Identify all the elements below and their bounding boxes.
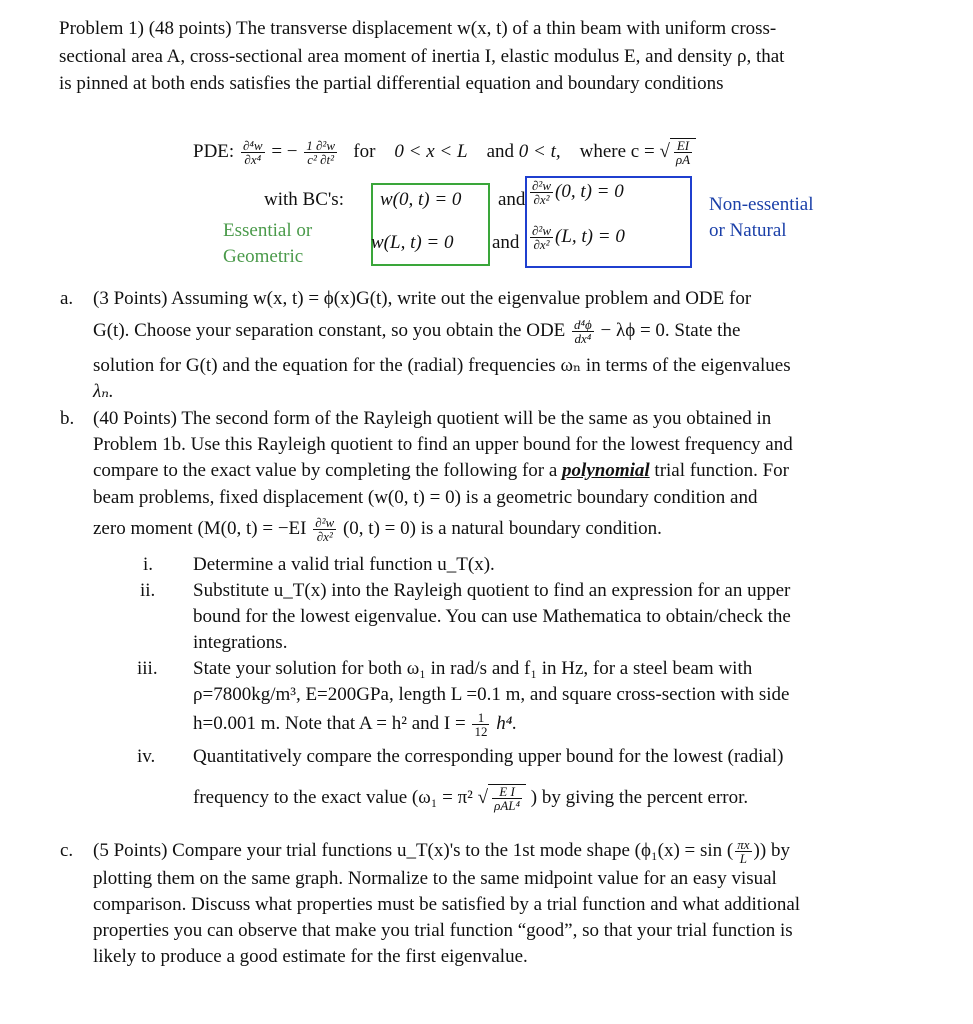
bc-w0: w(0, t) = 0 — [380, 189, 462, 210]
moment-fraction: $\frac{\text{∂²w}}{\text{∂x²}}$ — [315, 515, 335, 545]
part-a-line-1: (3 Points) Assuming w(x, t) = ϕ(x)G(t), write out the eigenvalue problem and ODE for — [93, 288, 752, 309]
item-i-line-1: Determine a valid trial function u_T(x). — [193, 554, 495, 575]
part-b-label: b. — [60, 408, 75, 429]
bc-wL: w(L, t) = 0 — [371, 232, 454, 253]
item-ii-line-1: Substitute u_T(x) into the Rayleigh quotient to find an expression for an upper — [193, 580, 791, 601]
pde-equation — [193, 138, 696, 166]
part-c-line-5: likely to produce a good estimate for the first eigenvalue. — [93, 946, 528, 967]
bc-moment-0: $\frac{\text{∂²w}}{\text{∂x²}}$ (0, t) = 0 — [532, 178, 624, 208]
part-c-line-3: comparison. Discuss what properties must be satisfied by a trial function and what additional — [93, 894, 801, 915]
inertia-fraction: $\frac{1}{12}$ — [474, 710, 488, 740]
item-iv-line-2: frequency to the exact value (ω₁ = π² √ $\frac{\text{E I}}{\text{ρAL⁴}}$ ) by giving the percent error. — [193, 784, 749, 814]
bc-d2-fraction: $\frac{\text{∂²w}}{\text{∂x²}}$ — [532, 178, 551, 208]
item-iii-line-2: ρ=7800kg/m³, E=200GPa, length L =0.1 m, and square cross-section with side — [193, 684, 790, 705]
item-iv-number: iv. — [137, 746, 156, 767]
item-iv-line-1: Quantitatively compare the corresponding upper bound for the lowest (radial) — [193, 746, 784, 767]
part-a-line-3: solution for G(t) and the equation for the (radial) frequencies ωₙ in terms of the eigenvalues — [93, 355, 791, 376]
bc-d2-fraction-L: $\frac{\text{∂²w}}{\text{∂x²}}$ — [532, 223, 551, 253]
intro-line-3: is pinned at both ends satisfies the partial differential equation and boundary conditions — [59, 73, 724, 94]
part-b-line-3: compare to the exact value by completing the following for a polynomial trial function. For — [93, 460, 789, 481]
pde-domain-x: 0 < x < L — [394, 141, 468, 162]
part-b-line-4: beam problems, fixed displacement (w(0, t) = 0) is a geometric boundary condition and — [93, 487, 758, 508]
part-a-line-2: G(t). Choose your separation constant, so you obtain the ODE $\frac{\text{d⁴ϕ}}{\text{dx⁴}}$ − λϕ = 0. State the — [93, 317, 741, 347]
pde-and: and — [486, 141, 514, 162]
part-c-label: c. — [60, 840, 74, 861]
exact-frequency-fraction: $\frac{\text{E I}}{\text{ρAL⁴}}$ — [494, 784, 521, 814]
item-ii-number: ii. — [140, 580, 156, 601]
item-iii-line-3: h=0.001 m. Note that A = h² and I = $\frac{1}{12}$ h⁴. — [193, 710, 518, 740]
part-b-line-1: (40 Points) The second form of the Rayleigh quotient will be the same as you obtained in — [93, 408, 772, 429]
ode-fraction: $\frac{\text{d⁴ϕ}}{\text{dx⁴}}$ — [574, 317, 592, 347]
essential-label-1: Essential or — [223, 220, 313, 241]
part-b-line-5: zero moment (M(0, t) = −EI $\frac{\text{∂²w}}{\text{∂x²}}$ (0, t) = 0) is a natural boundary condition. — [93, 515, 662, 545]
pde-rhs-fraction: $\frac{\text{1 ∂²w}}{\text{c² ∂t²}}$ — [306, 138, 335, 168]
mode-shape-fraction: $\frac{\pi x}{L}$ — [737, 837, 750, 867]
part-b-line-2: Problem 1b. Use this Rayleigh quotient to find an upper bound for the lowest frequency and — [93, 434, 793, 455]
intro-line-1: Problem 1) (48 points) The transverse displacement w(x, t) of a thin beam with uniform cross- — [59, 18, 777, 39]
part-c-line-1: (5 Points) Compare your trial functions u_T(x)'s to the 1st mode shape (ϕ₁(x) = sin ( $\frac{\pi x}{L}$ )) by — [93, 837, 790, 867]
polynomial-emphasis: polynomial — [562, 460, 650, 481]
pde-where: where c = — [579, 141, 655, 162]
bc-with-label: with BC's: — [264, 189, 344, 210]
pde-for: for — [353, 141, 376, 162]
pde-equals: = − — [271, 141, 298, 162]
part-c-line-2: plotting them on the same graph. Normalize to the same midpoint value for an easy visual — [93, 868, 777, 889]
item-i-number: i. — [143, 554, 154, 575]
item-ii-line-3: integrations. — [193, 632, 288, 653]
wave-speed-fraction: $\frac{EI}{\rho A}$ — [675, 138, 691, 168]
bc-and-2: and — [492, 232, 520, 253]
item-iii-line-1: State your solution for both ω₁ in rad/s and f₁ in Hz, for a steel beam with — [193, 658, 753, 679]
intro-line-2: sectional area A, cross-sectional area moment of inertia I, elastic modulus E, and density ρ, that — [59, 46, 785, 67]
item-iii-number: iii. — [137, 658, 158, 679]
pde-lhs-fraction: $\frac{\text{∂⁴w}}{\text{∂x⁴}}$ — [242, 138, 263, 168]
bc-moment-L: $\frac{\text{∂²w}}{\text{∂x²}}$ (L, t) = 0 — [532, 223, 625, 253]
item-ii-line-2: bound for the lowest eigenvalue. You can use Mathematica to obtain/check the — [193, 606, 791, 627]
natural-label-2: or Natural — [709, 220, 787, 241]
sqrt-sign-iv: √ — [477, 787, 489, 808]
pde-domain-t: 0 < t, — [518, 141, 561, 162]
sqrt-sign: √ — [659, 141, 670, 162]
part-a-label: a. — [60, 288, 74, 309]
pde-label: PDE: — [193, 141, 235, 162]
essential-label-2: Geometric — [223, 246, 304, 267]
part-a-line-4: λₙ. — [93, 381, 114, 402]
bc-and-1: and — [498, 189, 526, 210]
part-c-line-4: properties you can observe that make you trial function “good”, so that your trial function is — [93, 920, 793, 941]
natural-label-1: Non-essential — [709, 194, 814, 215]
